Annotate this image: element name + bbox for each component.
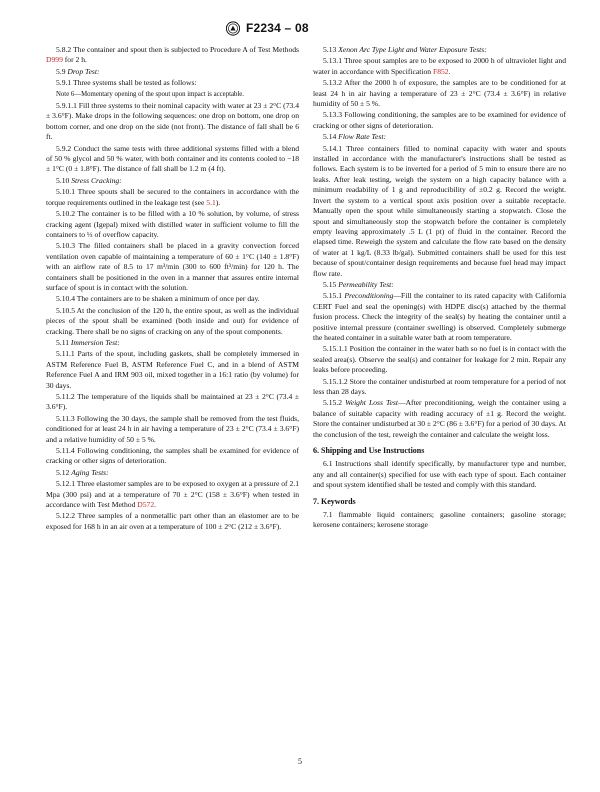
document-id: F2234 – 08 bbox=[246, 21, 309, 35]
page-header bbox=[0, 20, 600, 40]
heading-5-13: 5.13 Xenon Arc Type Light and Water Exposure Tests: bbox=[323, 45, 487, 54]
para-5-13-1: 5.13.1 Three spout samples are to be exposed to 2000 h of ultraviolet light and water in accordance with Specification F852. bbox=[313, 56, 566, 76]
astm-logo-icon bbox=[226, 21, 240, 36]
para-5-10-5: 5.10.5 At the conclusion of the 120 h, the entire spout, as well as the individual pieces of the spout shall be examined (both inside and out) for evidence of cracking. There shall be no signs of cracking on any of the spout components. bbox=[46, 305, 299, 336]
para-5-11-2: 5.11.2 The temperature of the liquids shall be maintained at 23 ± 2°C (73.4 ± 3.6°F). bbox=[46, 392, 299, 412]
heading-section-7: 7. Keywords bbox=[313, 496, 356, 506]
para-5-10-1: 5.10.1 Three spouts shall be secured to the containers in accordance with the torque requirements outlined in the leakage test (see 5.1). bbox=[46, 187, 299, 207]
para-5-13-2: 5.13.2 After the 2000 h of exposure, the samples are to be conditioned for at least 24 h in air having a temperature of 23 ± 2°C (73.4 ± 3.6°F) in relative humidity of 50 ± 5 %. bbox=[313, 78, 566, 109]
para-5-15-2: 5.15.2 Weight Loss Test—After preconditioning, weigh the container using a balance of suitable capacity with reading accuracy of ±1 g. Record the weight. Store the container undisturbed at 30 ± 2°C (86 ± 3.6°F) for a period of 30 days. At the conclusion of the test, reweigh the container and calculate the weight loss. bbox=[313, 398, 566, 439]
para-6-1: 6.1 Instructions shall identify specifically, by manufacturer type and number, any and all container(s) specified for use with each type of spout. Each container and spout system identified shall be tested and comply with this standard. bbox=[313, 459, 566, 490]
para-5-9-2: 5.9.2 Conduct the same tests with three additional systems filled with a blend of 50 % glycol and 50 % water, with both container and its contents cooled to −18 ± 1°C (0 ± 1.8°F). The distance of fall shall be 1.2 m (4 ft). bbox=[46, 143, 299, 174]
para-5-15-1-2: 5.15.1.2 Store the container undisturbed at room temperature for a period of not less than 28 days. bbox=[313, 376, 566, 396]
para-5-9-1: 5.9.1 Three systems shall be tested as follows: bbox=[56, 78, 197, 88]
para-5-11-1: 5.11.1 Parts of the spout, including gaskets, shall be completely immersed in ASTM Reference Fuel B, ASTM Reference Fuel C, and in a blend of ASTM Reference Fuel A and IRM 903 oil, mixed together in a 16:1 ratio (by volume) for 30 days. bbox=[46, 349, 299, 390]
para-5-9-1-1: 5.9.1.1 Fill three systems to their nominal capacity with water at 23 ± 2°C (73.4 ± 3.6°F). Make drops in the following sequences: one drop on bottom, one drop on bottom corner, and one drop on the side (not front). The distance of fall shall be 6 ft. bbox=[46, 101, 299, 142]
heading-5-14: 5.14 Flow Rate Test: bbox=[323, 132, 387, 142]
heading-5-9: 5.9 Drop Test: bbox=[56, 66, 100, 76]
page-number: 5 bbox=[298, 757, 302, 766]
para-5-8-2: 5.8.2 The container and spout then is subjected to Procedure A of Test Methods D999 for 2 h. bbox=[46, 45, 299, 65]
right-column bbox=[313, 45, 566, 532]
para-5-15-1: 5.15.1 Preconditioning—Fill the container to its rated capacity with California CERT Fuel and seal the opening(s) with HDPE disc(s) attached by the thermal fusion process. Check the integrity of the seal(s) by heating the container until a positive internal pressure (container swelling) is observed. Completely submerge the heated container in a suitable water bath at room temperature. bbox=[313, 291, 567, 342]
heading-5-10: 5.10 Stress Cracking: bbox=[56, 175, 122, 185]
para-7-1: 7.1 flammable liquid containers; gasoline containers; gasoline storage; kerosene containers; kerosene storage bbox=[313, 510, 566, 530]
para-5-12-2: 5.12.2 Three samples of a nonmetallic part other than an elastomer are to be exposed for 168 h in an air oven at a temperature of 100 ± 2°C (212 ± 3.6°F). bbox=[46, 511, 299, 531]
heading-5-15: 5.15 Permeability Test: bbox=[323, 279, 394, 289]
link-f852[interactable]: F852 bbox=[432, 66, 449, 76]
left-column bbox=[46, 45, 299, 533]
para-5-10-4: 5.10.4 The containers are to be shaken a minimum of once per day. bbox=[56, 294, 260, 304]
para-5-14-1: 5.14.1 Three containers filled to nominal capacity with water and spouts installed in accordance with the manufacturer's instructions shall be tested as follows. Each system is to be inverted for a period of 5 min to ensure there are no leaks. After leak testing, weigh the system on a high capacity balance with a minimum readability of 1 g and reproducibility of ±0.2 g. Record the weight. Invert the system to a vertical spout axis position over a suitable receptacle. Manually open the spout while simultaneously starting a stopwatch. Close the spout and simultaneously stop the stopwatch before the container is completely empty leaving approximately .5 L (1 pt) of fluid in the container. Record the elapsed time. Reweigh the system and calculate the flow rate based on the density of water at 1 kg/L (8.33 lb/gal). Submitted containers shall be used for this test because of spout/container design requirements and because fuel head may impact flow rate. bbox=[313, 143, 566, 278]
note-6: Note 6—Momentary opening of the spout upon impact is acceptable. bbox=[56, 90, 244, 98]
link-5-1[interactable]: 5.1 bbox=[206, 197, 216, 207]
heading-section-6: 6. Shipping and Use Instructions bbox=[313, 446, 425, 456]
para-5-12-1: 5.12.1 Three elastomer samples are to be exposed to oxygen at a pressure of 2.1 Mpa (300 psi) and at a temperature of 70 ± 2°C (158 ± 3.6°F) when tested in accordance with Test Method D572. bbox=[46, 479, 299, 510]
para-5-10-3: 5.10.3 The filled containers shall be placed in a gravity convection forced ventilation oven capable of maintaining a temperature of 60 ± 1°C (140 ± 1.8°F) with an airflow rate of 8.5 to 17 m³/min (300 to 600 ft³/min) for 120 h. The containers shall be positioned in the oven in a manner that assures entire internal surface of spout is in contact with the solution. bbox=[46, 241, 299, 292]
para-5-10-2: 5.10.2 The container is to be filled with a 10 % solution, by volume, of stress cracking agent (Igepal) mixed with distilled water in sufficient volume to fill the containers to ⅓ of overflow capacity. bbox=[46, 209, 299, 239]
heading-5-11: 5.11 Immersion Test: bbox=[56, 337, 120, 347]
link-d572[interactable]: D572 bbox=[137, 500, 155, 510]
link-d999[interactable]: D999 bbox=[46, 55, 63, 65]
para-5-15-1-1: 5.15.1.1 Position the container in the water bath so no fuel is in contact with the sealed area(s). Observe the seal(s) and container for leakage for 2 min. Repair any leaks before proceeding. bbox=[313, 344, 566, 375]
heading-5-12: 5.12 Aging Tests: bbox=[56, 467, 109, 477]
para-5-11-3: 5.11.3 Following the 30 days, the sample shall be removed from the test fluids, conditioned for at least 24 h in air having a temperature of 23 ± 2°C (73.4 ± 3.6°F) and a relative humidity of 50 ± 5 %. bbox=[46, 413, 299, 444]
para-5-13-3: 5.13.3 Following conditioning, the samples are to be examined for evidence of cracking or other signs of deterioration. bbox=[313, 110, 566, 130]
para-5-11-4: 5.11.4 Following conditioning, the samples shall be examined for evidence of cracking or other signs of deterioration. bbox=[46, 446, 299, 466]
